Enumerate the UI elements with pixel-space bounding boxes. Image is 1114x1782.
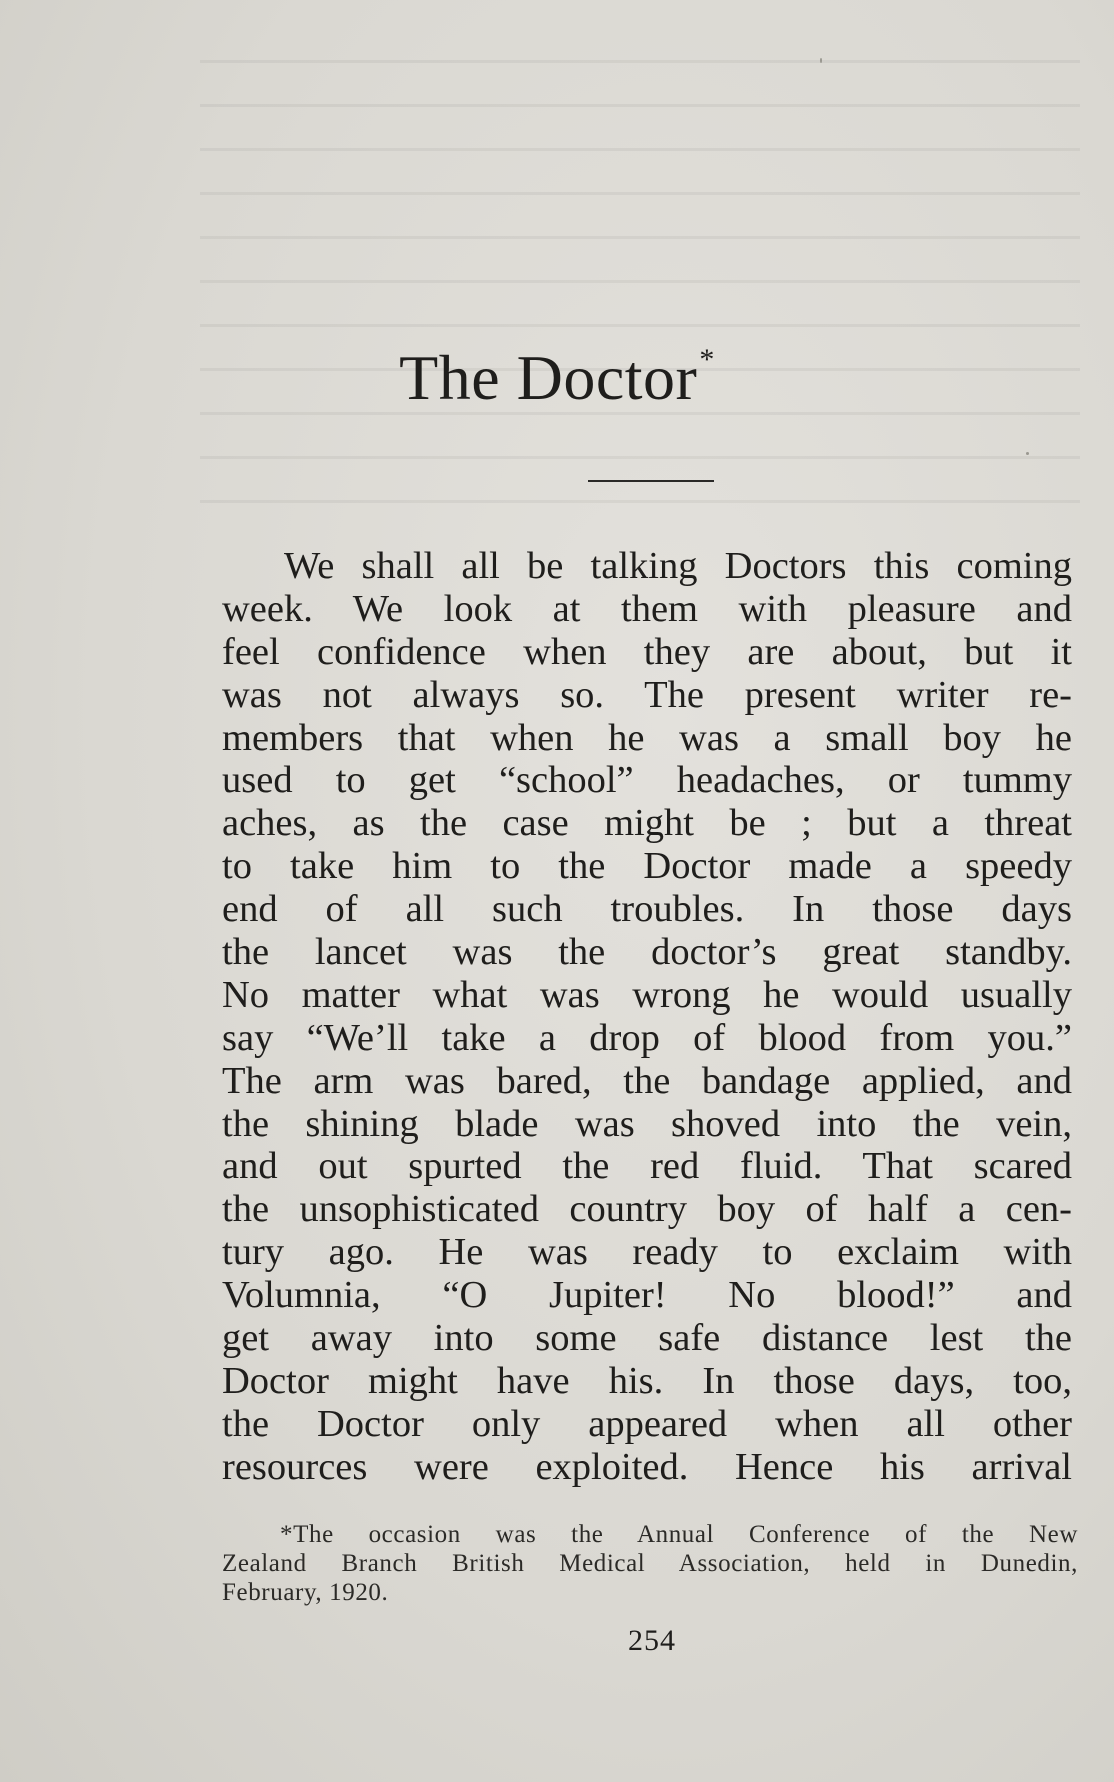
body-line: the shining blade was shoved into the vein,: [222, 1102, 1072, 1145]
body-line: No matter what was wrong he would usually: [222, 973, 1072, 1016]
body-line: to take him to the Doctor made a speedy: [222, 845, 1072, 888]
bleed-through-texture: [200, 60, 1080, 520]
body-line: aches, as the case might be ; but a threat: [222, 802, 1072, 845]
body-line: the lancet was the doctor’s great standby.: [222, 931, 1072, 974]
body-line: and out spurted the red fluid. That scared: [222, 1145, 1072, 1188]
body-line: week. We look at them with pleasure and: [222, 587, 1072, 630]
title-divider: [588, 480, 714, 482]
body-line: Doctor might have his. In those days, too,: [222, 1359, 1072, 1402]
body-line: tury ago. He was ready to exclaim with: [222, 1231, 1072, 1274]
body-text: [222, 545, 1072, 1489]
body-line: end of all such troubles. In those days: [222, 888, 1072, 931]
body-line: the Doctor only appeared when all other: [222, 1402, 1072, 1445]
footnote-line: Zealand Branch British Medical Association, held in Dunedin,: [222, 1550, 1078, 1577]
chapter-title-text: The Doctor: [399, 342, 698, 413]
footnote: [222, 1520, 1078, 1607]
body-line: Volumnia, “O Jupiter! No blood!” and: [222, 1274, 1072, 1317]
footnote-line: February, 1920.: [222, 1579, 389, 1606]
body-line: The arm was bared, the bandage applied, and: [222, 1059, 1072, 1102]
footnote-marker: *: [699, 343, 715, 376]
body-line: used to get “school” headaches, or tummy: [222, 759, 1072, 802]
body-line: members that when he was a small boy he: [222, 716, 1072, 759]
body-line: We shall all be talking Doctors this coming: [284, 545, 1072, 587]
chapter-title: [0, 342, 1114, 413]
body-line: resources were exploited. Hence his arrival: [222, 1445, 1072, 1488]
body-line: the unsophisticated country boy of half a cen-: [222, 1188, 1072, 1231]
paper-speck: [820, 58, 822, 63]
body-line: was not always so. The present writer re-: [222, 673, 1072, 716]
body-line: get away into some safe distance lest the: [222, 1317, 1072, 1360]
body-line: say “We’ll take a drop of blood from you.”: [222, 1016, 1072, 1059]
body-line: feel confidence when they are about, but it: [222, 630, 1072, 673]
footnote-line: *The occasion was the Annual Conference of the New: [280, 1521, 1078, 1548]
page-number: 254: [628, 1624, 676, 1657]
paper-speck: [1026, 452, 1029, 455]
